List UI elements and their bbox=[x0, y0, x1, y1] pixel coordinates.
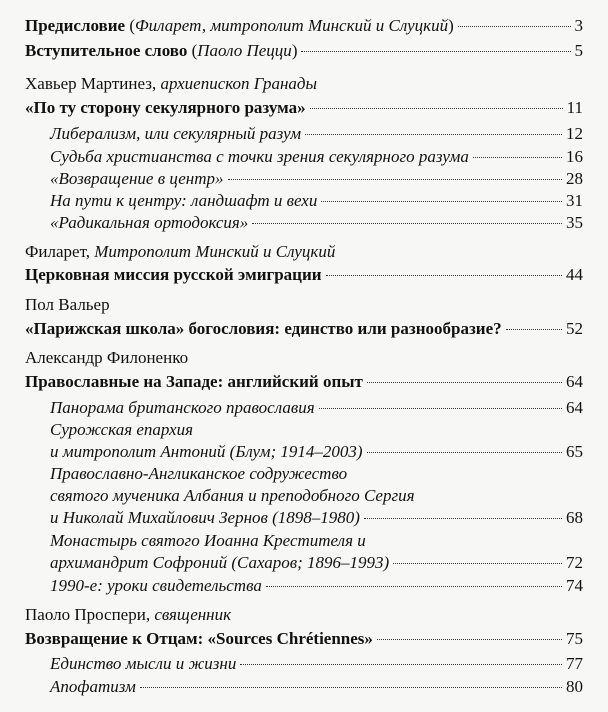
entry-title: архимандрит Софроний (Сахаров; 1896–1993) bbox=[50, 553, 390, 572]
page-number: 77 bbox=[566, 654, 583, 673]
toc-entry-subsection[interactable] bbox=[50, 507, 583, 529]
entry-title: Единство мысли и жизни bbox=[50, 654, 237, 673]
toc-entry-section-title[interactable] bbox=[25, 318, 583, 340]
page-number: 11 bbox=[566, 98, 583, 117]
toc-entry-section-title[interactable] bbox=[25, 264, 583, 286]
dot-leader bbox=[140, 687, 562, 688]
page-number: 80 bbox=[566, 677, 583, 696]
dot-leader bbox=[393, 563, 562, 564]
entry-title: Либерализм, или секулярный разум bbox=[50, 124, 302, 143]
page-number: 64 bbox=[566, 372, 583, 391]
entry-title: «Парижская школа» богословия: единство или разнообразие? bbox=[25, 319, 502, 338]
entry-title: Предисловие (Филарет, митрополит Минский и Слуцкий) bbox=[25, 16, 454, 35]
entry-title-line: Сурожская епархия bbox=[50, 420, 194, 439]
toc-entry-preface[interactable] bbox=[25, 15, 583, 37]
entry-title: Апофатизм bbox=[50, 677, 136, 696]
entry-title-line: Православно-Англиканское содружество bbox=[50, 464, 348, 483]
toc-entry-subsection[interactable] bbox=[50, 168, 583, 190]
section-author: Филарет, Митрополит Минский и Слуцкий bbox=[25, 242, 336, 261]
section-author: Пол Вальер bbox=[25, 295, 110, 314]
dot-leader bbox=[266, 586, 562, 587]
toc-entry-subsection[interactable] bbox=[50, 190, 583, 212]
entry-title: Православные на Западе: английский опыт bbox=[25, 372, 363, 391]
page-number: 35 bbox=[566, 213, 583, 232]
page-number: 65 bbox=[566, 442, 583, 461]
dot-leader bbox=[458, 26, 571, 27]
dot-leader bbox=[364, 518, 562, 519]
page-number: 75 bbox=[566, 629, 583, 648]
dot-leader bbox=[367, 382, 562, 383]
entry-title: Вступительное слово (Паоло Пецци) bbox=[25, 41, 298, 60]
toc-entry-subsection[interactable] bbox=[50, 146, 583, 168]
toc-entry-section-title[interactable] bbox=[25, 97, 583, 119]
dot-leader bbox=[228, 179, 562, 180]
toc-entry-subsection[interactable] bbox=[50, 575, 583, 597]
page-number: 72 bbox=[566, 553, 583, 572]
entry-title: Судьба христианства с точки зрения секулярного разума bbox=[50, 147, 469, 166]
toc-entry-subsection[interactable] bbox=[50, 212, 583, 234]
toc-entry-section-title[interactable] bbox=[25, 628, 583, 650]
page-number: 64 bbox=[566, 398, 583, 417]
dot-leader bbox=[301, 51, 570, 52]
section-author: Александр Филоненко bbox=[25, 348, 189, 367]
toc-entry-subsection[interactable] bbox=[50, 397, 583, 419]
entry-title: «Радикальная ортодоксия» bbox=[50, 213, 249, 232]
dot-leader bbox=[377, 639, 562, 640]
page-number: 44 bbox=[566, 265, 583, 284]
dot-leader bbox=[310, 108, 563, 109]
dot-leader bbox=[367, 452, 562, 453]
entry-title: Возвращение к Отцам: «Sources Chrétiennes» bbox=[25, 629, 373, 648]
toc-entry-introductory-word[interactable] bbox=[25, 40, 583, 62]
toc-entry-section-title[interactable] bbox=[25, 371, 583, 393]
toc-entry-subsection[interactable] bbox=[50, 653, 583, 675]
entry-title: На пути к центру: ландшафт и вехи bbox=[50, 191, 318, 210]
dot-leader bbox=[506, 329, 562, 330]
toc-entry-subsection[interactable] bbox=[50, 676, 583, 698]
dot-leader bbox=[240, 664, 562, 665]
section-author: Хавьер Мартинез, архиепископ Гранады bbox=[25, 74, 318, 93]
toc-entry-subsection[interactable] bbox=[50, 552, 583, 574]
page-number: 16 bbox=[566, 147, 583, 166]
entry-title-line: Монастырь святого Иоанна Крестителя и bbox=[50, 531, 366, 550]
dot-leader bbox=[319, 408, 562, 409]
entry-title: Панорама британского православия bbox=[50, 398, 315, 417]
entry-title: «По ту сторону секулярного разума» bbox=[25, 98, 306, 117]
dot-leader bbox=[321, 201, 562, 202]
dot-leader bbox=[252, 223, 562, 224]
dot-leader bbox=[305, 134, 562, 135]
toc-entry-subsection[interactable] bbox=[50, 123, 583, 145]
entry-title: Церковная миссия русской эмиграции bbox=[25, 265, 322, 284]
page-number: 74 bbox=[566, 576, 583, 595]
entry-title: 1990-е: уроки свидетельства bbox=[50, 576, 262, 595]
entry-title: и Николай Михайлович Зернов (1898–1980) bbox=[50, 508, 360, 527]
page-number: 52 bbox=[566, 319, 583, 338]
entry-title: и митрополит Антоний (Блум; 1914–2003) bbox=[50, 442, 363, 461]
page-number: 28 bbox=[566, 169, 583, 188]
entry-title: «Возвращение в центр» bbox=[50, 169, 224, 188]
page-number: 68 bbox=[566, 508, 583, 527]
dot-leader bbox=[473, 157, 562, 158]
page-number: 12 bbox=[566, 124, 583, 143]
entry-title-line: святого мученика Албания и преподобного Сергия bbox=[50, 486, 415, 505]
page-number: 31 bbox=[566, 191, 583, 210]
page-number: 5 bbox=[574, 41, 583, 60]
toc-entry-subsection[interactable] bbox=[50, 441, 583, 463]
dot-leader bbox=[326, 275, 562, 276]
page-number: 3 bbox=[574, 16, 583, 35]
section-author: Паоло Проспери, священник bbox=[25, 605, 232, 624]
